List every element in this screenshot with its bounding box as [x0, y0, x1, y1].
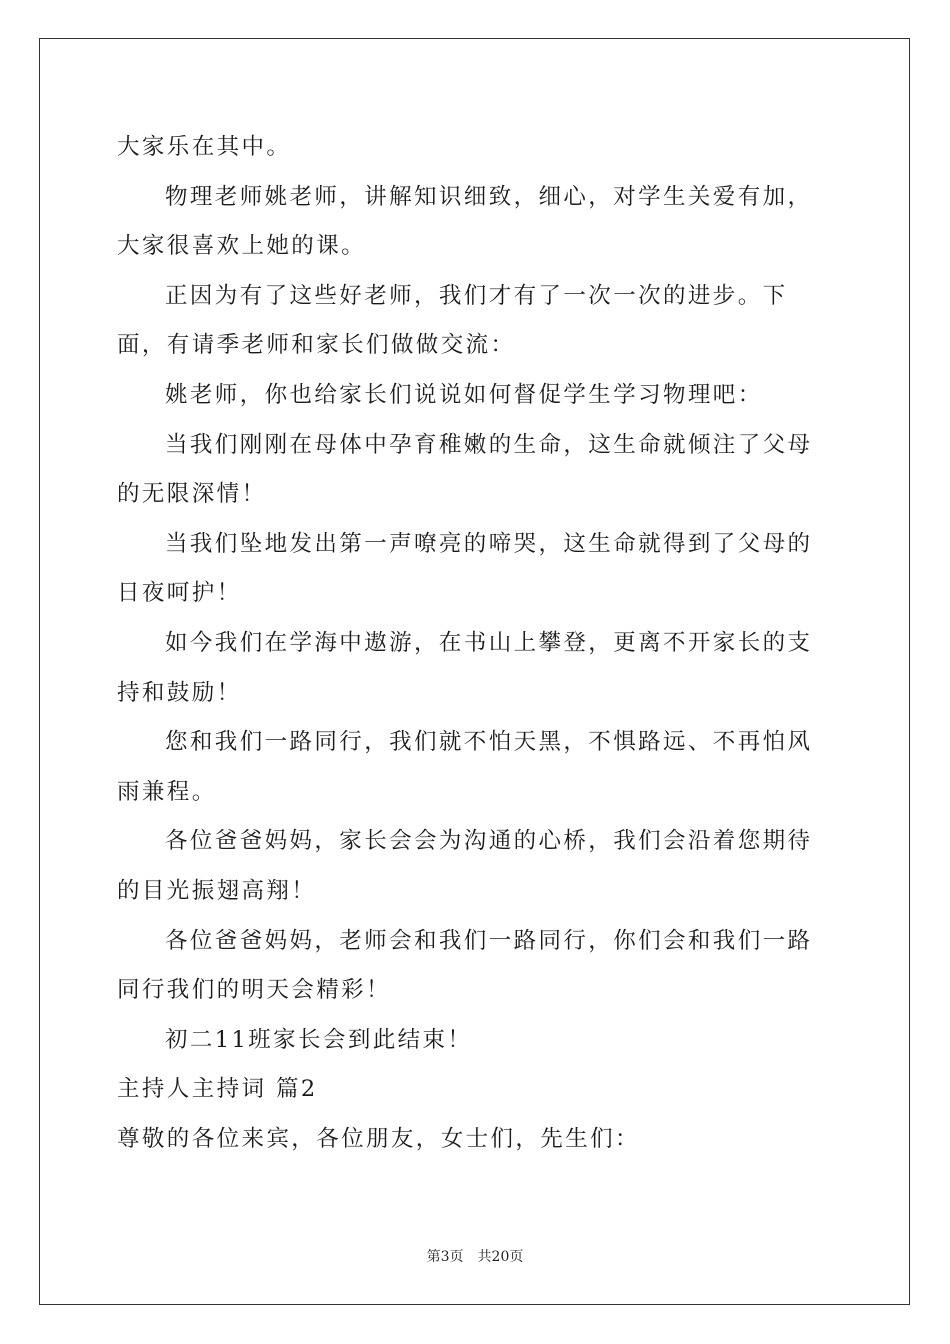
page-footer [0, 1247, 950, 1267]
page-number: 第3页 [426, 1249, 464, 1265]
paragraph: 初二11班家长会到此结束！ [165, 1026, 473, 1053]
paragraph: 各位爸爸妈妈，家长会会为沟通的心桥，我们会沿着您期待的目光振翅高翔！ [117, 828, 813, 904]
document-body [117, 123, 837, 1164]
paragraph: 物理老师姚老师，讲解知识细致，细心，对学生关爱有加，大家很喜欢上她的课。 [117, 183, 813, 260]
page-total: 共20页 [477, 1249, 524, 1265]
paragraph: 姚老师，你也给家长们说说如何督促学生学习物理吧： [165, 381, 763, 408]
paragraph: 当我们坠地发出第一声嘹亮的啼哭，这生命就得到了父母的日夜呵护！ [117, 530, 813, 607]
paragraph: 当我们刚刚在母体中孕育稚嫩的生命，这生命就倾注了父母的无限深情！ [117, 431, 813, 508]
paragraph: 如今我们在学海中遨游，在书山上攀登，更离不开家长的支持和鼓励！ [117, 629, 813, 706]
paragraph: 尊敬的各位来宾，各位朋友，女士们，先生们： [117, 1125, 640, 1152]
paragraph: 各位爸爸妈妈，老师会和我们一路同行，你们会和我们一路同行我们的明天会精彩！ [117, 927, 813, 1004]
section-heading: 主持人主持词 篇2 [117, 1076, 318, 1103]
paragraph: 正因为有了这些好老师，我们才有了一次一次的进步。下面，有请季老师和家长们做做交流： [117, 282, 788, 359]
paragraph: 您和我们一路同行，我们就不怕天黑，不惧路远、不再怕风雨兼程。 [117, 729, 813, 805]
paragraph: 大家乐在其中。 [117, 134, 292, 160]
